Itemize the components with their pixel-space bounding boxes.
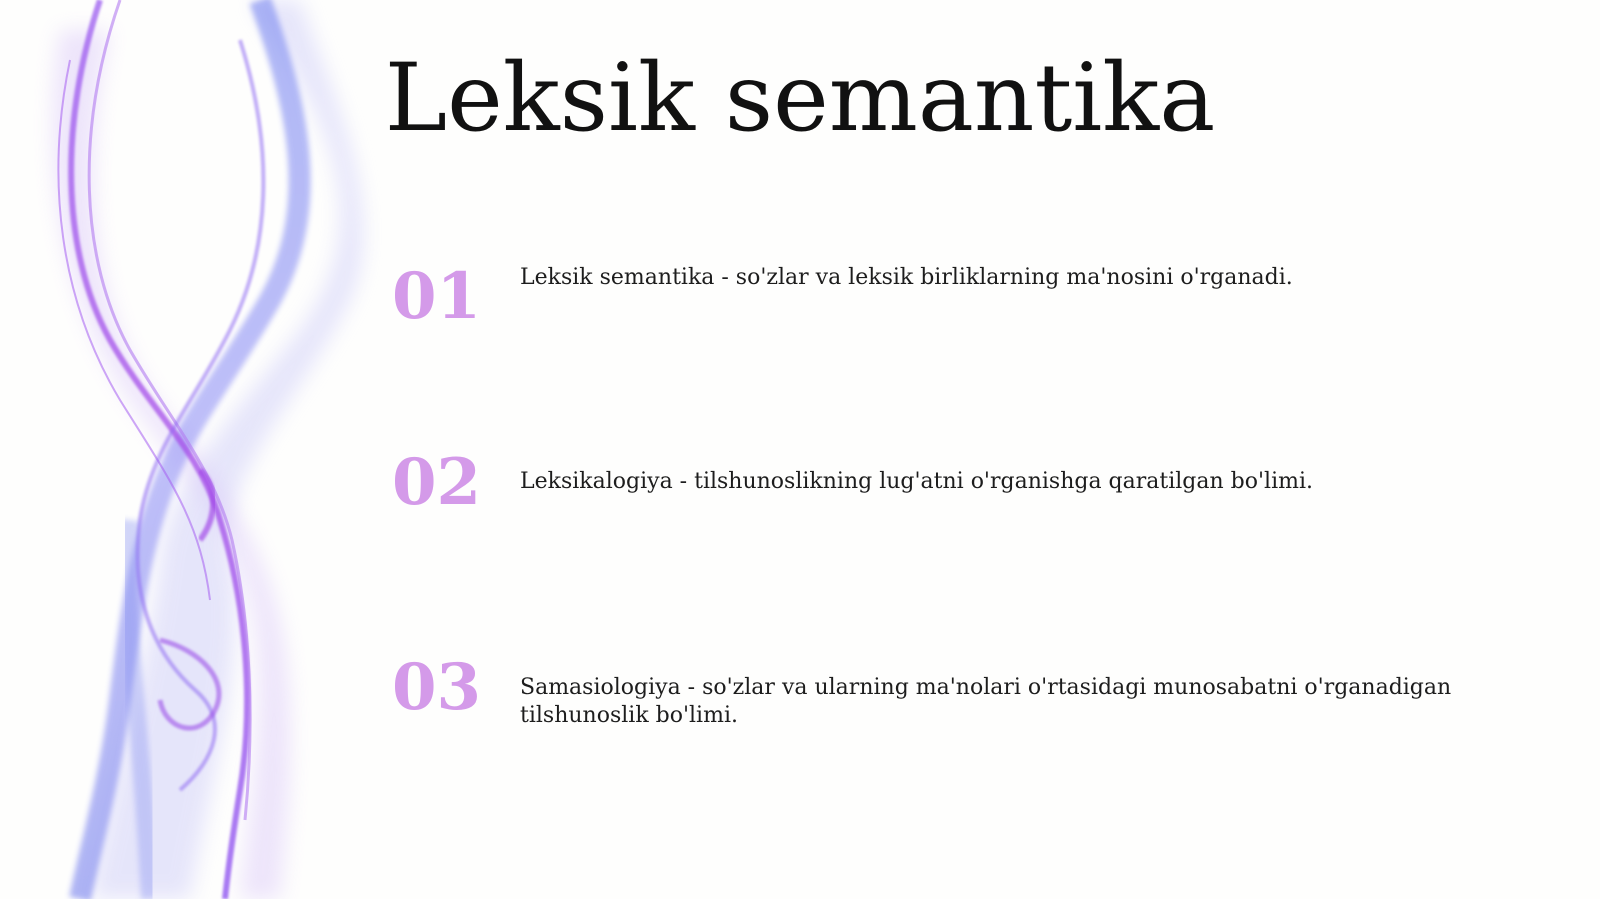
item-number: 02	[392, 445, 482, 520]
item-number: 03	[392, 650, 482, 725]
item-text: Samasiologiya - so'zlar va ularning ma'nolari o'rtasidagi munosabatni o'rganadigan tilshunoslik bo'limi.	[520, 675, 1452, 728]
slide-title: Leksik semantika	[384, 44, 1216, 153]
item-text: Leksikalogiya - tilshunoslikning lug'atni o'rganishga qaratilgan bo'limi.	[520, 469, 1313, 494]
item-number: 01	[392, 259, 482, 334]
item-text: Leksik semantika - so'zlar va leksik birliklarning ma'nosini o'rganadi.	[520, 265, 1293, 290]
